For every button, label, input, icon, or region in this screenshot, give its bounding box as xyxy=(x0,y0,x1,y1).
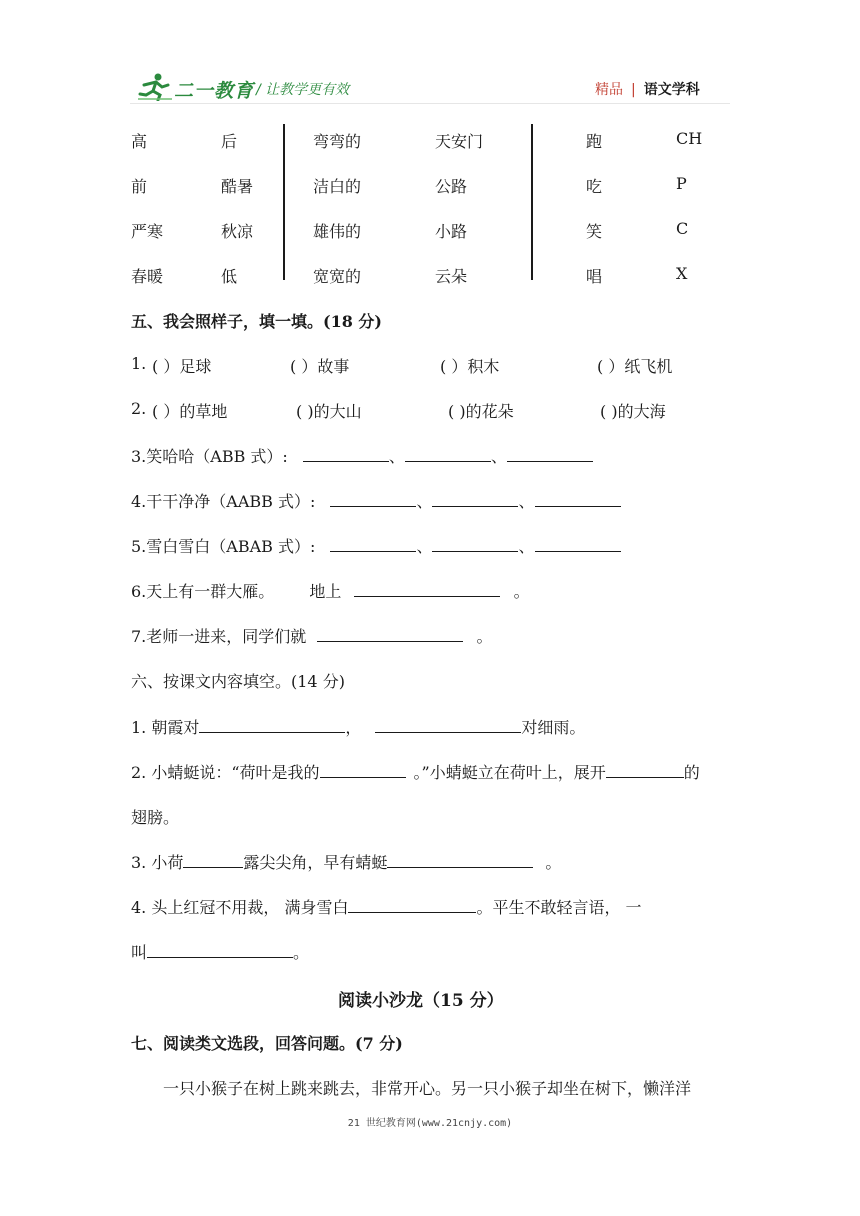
q7-line xyxy=(131,624,492,647)
answer-blank[interactable] xyxy=(330,535,416,552)
match-word: 宽宽的 xyxy=(313,267,362,286)
match-word: 唱 xyxy=(586,267,603,286)
q7-label: 7.老师一进来，同学们就 xyxy=(131,627,307,646)
q1-number: 1. xyxy=(131,354,147,373)
q1-item: ( ）纸飞机 xyxy=(597,357,673,376)
s6-q3-b: 露尖尖角，早有蜻蜓 xyxy=(243,853,388,872)
q6-line xyxy=(131,579,530,602)
answer-blank[interactable] xyxy=(303,445,389,462)
answer-blank[interactable] xyxy=(535,535,621,552)
quality-badge: 精品 xyxy=(595,82,623,98)
q1-item: ( ）足球 xyxy=(152,357,212,376)
s6-q4-line2 xyxy=(131,940,309,963)
q1-item: ( ）积木 xyxy=(440,357,500,376)
runner-logo-icon xyxy=(136,73,174,101)
match-word: 跑 xyxy=(586,132,603,151)
q5-label: 5.雪白雪白（ABAB 式）: xyxy=(131,537,316,556)
s6-q1-line xyxy=(131,715,585,738)
separator: 、 xyxy=(388,447,405,466)
header-separator: | xyxy=(631,82,636,98)
s6-q2-line xyxy=(131,760,700,783)
brand-name: 二一教育 xyxy=(174,80,255,102)
s6-q2-line2: 翅膀。 xyxy=(131,808,180,827)
match-word: 洁白的 xyxy=(313,177,362,196)
header-subject xyxy=(595,79,700,99)
s6-q4-end: 。 xyxy=(293,943,310,962)
q2-item: ( )的花朵 xyxy=(448,402,514,421)
pinyin-letter: P xyxy=(676,174,687,193)
s6-q4-b: 。平生不敢轻言语， 一 xyxy=(476,898,642,917)
q3-label: 3.笑哈哈（ABB 式）: xyxy=(131,447,288,466)
q6-label-2: 地上 xyxy=(309,582,342,601)
match-word: 酷暑 xyxy=(221,177,254,196)
match-word: 小路 xyxy=(435,222,468,241)
answer-blank[interactable] xyxy=(199,716,345,733)
q4-line xyxy=(131,489,621,512)
match-word: 雄伟的 xyxy=(313,222,362,241)
section-5-title: 五、我会照样子，填一填。(18 分) xyxy=(131,312,382,331)
separator: 、 xyxy=(416,537,433,556)
q2-item: ( ）的草地 xyxy=(152,402,228,421)
separator: 、 xyxy=(490,447,507,466)
answer-blank[interactable] xyxy=(375,716,521,733)
pinyin-letter: X xyxy=(676,264,688,283)
q2-item: ( )的大海 xyxy=(600,402,666,421)
reading-paragraph: 一只小猴子在树上跳来跳去，非常开心。另一只小猴子却坐在树下，懒洋洋 xyxy=(163,1079,692,1098)
q7-end: 。 xyxy=(476,627,493,646)
answer-blank[interactable] xyxy=(535,490,621,507)
s6-q2-c: 的 xyxy=(683,763,700,782)
match-word: 天安门 xyxy=(435,132,484,151)
s6-q3-end: 。 xyxy=(545,853,562,872)
q2-number: 2. xyxy=(131,399,147,418)
s6-q3-line xyxy=(131,850,561,873)
s6-q4-c: 叫 xyxy=(131,943,148,962)
answer-blank[interactable] xyxy=(432,535,518,552)
brand-slogan: / 让教学更有效 xyxy=(256,82,350,98)
match-word: 秋凉 xyxy=(221,222,254,241)
s6-q2-b: 。”小蜻蜓立在荷叶上，展开 xyxy=(413,763,606,782)
answer-blank[interactable] xyxy=(320,761,406,778)
answer-blank[interactable] xyxy=(405,445,491,462)
match-word: 后 xyxy=(221,132,238,151)
answer-blank[interactable] xyxy=(387,851,533,868)
q6-end: 。 xyxy=(513,582,530,601)
q4-label: 4.干干净净（AABB 式）: xyxy=(131,492,316,511)
match-word: 公路 xyxy=(435,177,468,196)
pinyin-letter: C xyxy=(676,219,689,238)
match-word: 笑 xyxy=(586,222,603,241)
q5-line xyxy=(131,534,621,557)
page-footer: 21 世纪教育网(www.21cnjy.com) xyxy=(347,1118,513,1129)
q3-line xyxy=(131,444,593,467)
match-word: 高 xyxy=(131,132,148,151)
match-word: 春暖 xyxy=(131,267,164,286)
answer-blank[interactable] xyxy=(507,445,593,462)
answer-blank[interactable] xyxy=(432,490,518,507)
section-6-title: 六、按课文内容填空。(14 分) xyxy=(131,672,345,691)
header-divider xyxy=(130,103,730,104)
match-word: 严寒 xyxy=(131,222,164,241)
answer-blank[interactable] xyxy=(183,851,243,868)
match-word: 前 xyxy=(131,177,148,196)
q6-label: 6.天上有一群大雁。 xyxy=(131,582,275,601)
s6-q4-a: 4. 头上红冠不用裁， 满身雪白 xyxy=(131,898,349,917)
match-word: 低 xyxy=(221,267,238,286)
s6-q1-a: 1. 朝霞对 xyxy=(131,718,200,737)
s6-q4-line xyxy=(131,895,642,918)
s6-q3-a: 3. 小荷 xyxy=(131,853,184,872)
answer-blank[interactable] xyxy=(348,896,476,913)
separator: 、 xyxy=(416,492,433,511)
answer-blank[interactable] xyxy=(147,941,293,958)
answer-blank[interactable] xyxy=(354,580,500,597)
q2-item: ( )的大山 xyxy=(296,402,362,421)
s6-q2-a: 2. 小蜻蜓说：“荷叶是我的 xyxy=(131,763,320,782)
pinyin-letter: CH xyxy=(676,129,703,148)
answer-blank[interactable] xyxy=(330,490,416,507)
section-7-title: 七、阅读类文选段，回答问题。(7 分) xyxy=(131,1034,403,1053)
table-divider-2 xyxy=(531,124,533,280)
table-divider-1 xyxy=(283,124,285,280)
match-word: 吃 xyxy=(586,177,603,196)
match-word: 云朵 xyxy=(435,267,468,286)
s6-q1-b: 对细雨。 xyxy=(521,718,586,737)
comma: ， xyxy=(345,718,362,737)
separator: 、 xyxy=(518,492,535,511)
reading-title: 阅读小沙龙（15 分） xyxy=(338,991,504,1011)
separator: 、 xyxy=(518,537,535,556)
match-word: 弯弯的 xyxy=(313,132,362,151)
subject-label: 语文学科 xyxy=(643,82,700,98)
answer-blank[interactable] xyxy=(317,625,463,642)
answer-blank[interactable] xyxy=(606,761,684,778)
q1-item: ( ）故事 xyxy=(290,357,350,376)
